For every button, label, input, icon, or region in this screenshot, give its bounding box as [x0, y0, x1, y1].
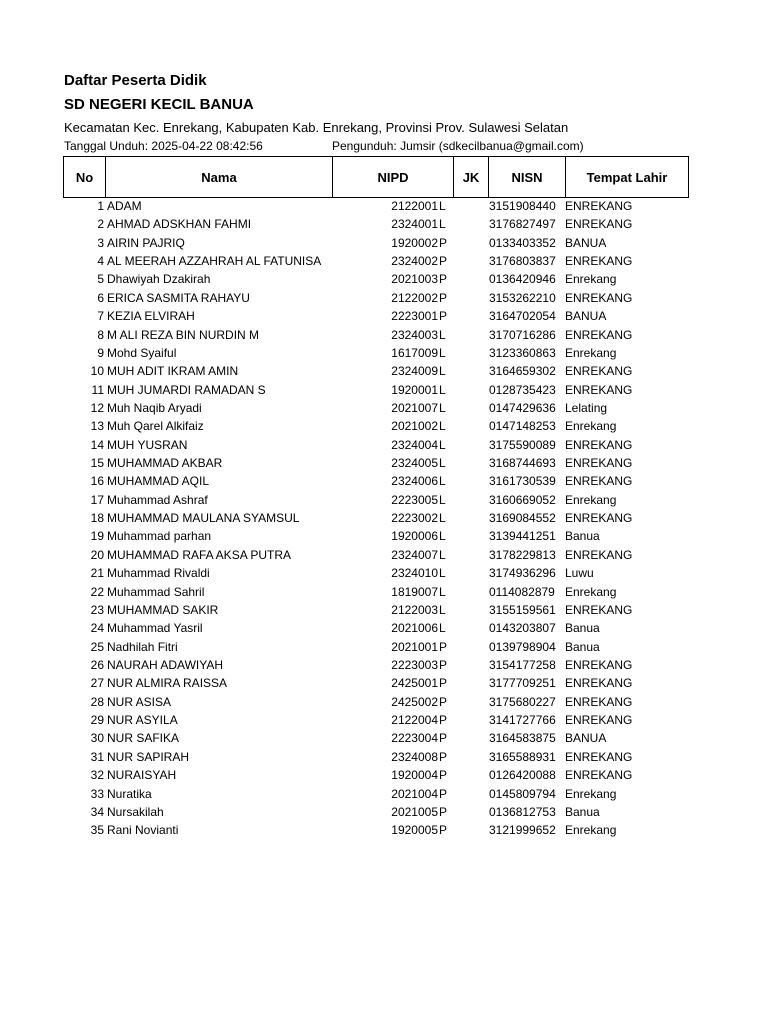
cell-no: 33 [90, 786, 104, 801]
cell-nipd: 2324010 [391, 566, 438, 581]
cell-nisn: 3153262210 [489, 290, 556, 305]
table-row [0, 693, 768, 711]
table-row [0, 821, 768, 839]
cell-jk: L [439, 584, 446, 599]
column-header-nisn: NISN [489, 157, 566, 198]
cell-jk: L [439, 419, 446, 434]
cell-jk: P [439, 823, 448, 838]
cell-nipd: 2223002 [391, 511, 438, 526]
cell-no: 16 [90, 474, 104, 489]
cell-jk: P [439, 272, 448, 287]
cell-nama: Nursakilah [107, 804, 164, 819]
table-row [0, 289, 768, 307]
table-row [0, 399, 768, 417]
table-row [0, 454, 768, 472]
cell-tempat-lahir: ENREKANG [565, 382, 633, 397]
header-row [64, 157, 689, 198]
cell-tempat-lahir: Enrekang [565, 786, 617, 801]
cell-jk: L [439, 437, 446, 452]
cell-no: 4 [97, 254, 104, 269]
cell-jk: P [439, 657, 448, 672]
cell-nama: MUHAMMAD AKBAR [107, 456, 223, 471]
cell-nama: Mohd Syaiful [107, 345, 177, 360]
table-row [0, 417, 768, 435]
cell-jk: L [439, 345, 446, 360]
cell-nama: Rani Novianti [107, 823, 179, 838]
cell-jk: L [439, 217, 446, 232]
table-row [0, 197, 768, 215]
cell-no: 32 [90, 768, 104, 783]
cell-nisn: 3175590089 [489, 437, 556, 452]
cell-no: 26 [90, 657, 104, 672]
table-row [0, 527, 768, 545]
cell-tempat-lahir: Enrekang [565, 823, 617, 838]
cell-jk: P [439, 676, 448, 691]
cell-nipd: 2021002 [391, 419, 438, 434]
cell-nama: Nadhilah Fitri [107, 639, 178, 654]
cell-nisn: 3174936296 [489, 566, 556, 581]
cell-tempat-lahir: Enrekang [565, 272, 617, 287]
cell-nisn: 3139441251 [489, 529, 556, 544]
cell-no: 6 [97, 290, 104, 305]
table-row [0, 748, 768, 766]
document-title: Daftar Peserta Didik [64, 72, 207, 89]
student-list [0, 197, 768, 840]
table-row [0, 252, 768, 270]
cell-tempat-lahir: Enrekang [565, 345, 617, 360]
cell-nama: NAURAH ADAWIYAH [107, 657, 224, 672]
cell-nama: ERICA SASMITA RAHAYU [107, 290, 250, 305]
cell-no: 19 [90, 529, 104, 544]
cell-jk: L [439, 400, 446, 415]
table-row [0, 509, 768, 527]
cell-tempat-lahir: ENREKANG [565, 254, 633, 269]
cell-no: 29 [90, 713, 104, 728]
cell-nisn: 3164702054 [489, 309, 556, 324]
cell-tempat-lahir: ENREKANG [565, 657, 633, 672]
table-row [0, 564, 768, 582]
cell-no: 30 [90, 731, 104, 746]
cell-nipd: 1920006 [391, 529, 438, 544]
cell-nisn: 3151908440 [489, 199, 556, 213]
cell-nisn: 3165588931 [489, 749, 556, 764]
table-row [0, 472, 768, 490]
cell-jk: L [439, 474, 446, 489]
cell-nisn: 3176827497 [489, 217, 556, 232]
school-location: Kecamatan Kec. Enrekang, Kabupaten Kab. Enrekang, Provinsi Prov. Sulawesi Selatan [64, 120, 569, 135]
cell-nisn: 0128735423 [489, 382, 556, 397]
cell-no: 22 [90, 584, 104, 599]
cell-nama: AL MEERAH AZZAHRAH AL FATUNISA [107, 254, 322, 269]
cell-no: 9 [97, 345, 104, 360]
cell-no: 1 [97, 199, 104, 213]
cell-tempat-lahir: ENREKANG [565, 456, 633, 471]
cell-nisn: 3175680227 [489, 694, 556, 709]
cell-nisn: 3164659302 [489, 364, 556, 379]
cell-nisn: 3178229813 [489, 547, 556, 562]
cell-tempat-lahir: ENREKANG [565, 749, 633, 764]
cell-jk: L [439, 566, 446, 581]
cell-nama: NUR SAFIKA [107, 731, 180, 746]
cell-jk: L [439, 492, 446, 507]
cell-no: 25 [90, 639, 104, 654]
cell-nama: Muhammad Ashraf [107, 492, 208, 507]
cell-nisn: 0139798904 [489, 639, 556, 654]
cell-nisn: 3176803837 [489, 254, 556, 269]
cell-nama: AHMAD ADSKHAN FAHMI [107, 217, 252, 232]
cell-tempat-lahir: ENREKANG [565, 694, 633, 709]
cell-nipd: 2021003 [391, 272, 438, 287]
cell-nama: ADAM [107, 199, 142, 213]
cell-jk: P [439, 786, 448, 801]
cell-nama: AIRIN PAJRIQ [107, 235, 185, 250]
cell-no: 15 [90, 456, 104, 471]
cell-nama: MUH ADIT IKRAM AMIN [107, 364, 239, 379]
cell-nipd: 2021007 [391, 400, 438, 415]
cell-nipd: 2324003 [391, 327, 438, 342]
table-row [0, 619, 768, 637]
cell-nisn: 3141727766 [489, 713, 556, 728]
cell-nisn: 0147429636 [489, 400, 556, 415]
table-row [0, 234, 768, 252]
cell-no: 17 [90, 492, 104, 507]
cell-nipd: 1920002 [391, 235, 438, 250]
cell-jk: L [439, 621, 446, 636]
cell-jk: P [439, 804, 448, 819]
cell-tempat-lahir: Banua [565, 621, 600, 636]
table-row [0, 491, 768, 509]
cell-nisn: 3123360863 [489, 345, 556, 360]
cell-tempat-lahir: ENREKANG [565, 602, 633, 617]
cell-nama: MUH YUSRAN [107, 437, 188, 452]
cell-nisn: 3177709251 [489, 676, 556, 691]
column-header-tempat-lahir: Tempat Lahir [566, 157, 689, 198]
table-row [0, 803, 768, 821]
cell-jk: L [439, 529, 446, 544]
cell-nipd: 2223003 [391, 657, 438, 672]
cell-nama: Muhammad Rivaldi [107, 566, 210, 581]
cell-tempat-lahir: Banua [565, 804, 600, 819]
cell-jk: P [439, 731, 448, 746]
cell-nipd: 2324005 [391, 456, 438, 471]
cell-tempat-lahir: ENREKANG [565, 327, 633, 342]
cell-nisn: 0145809794 [489, 786, 556, 801]
cell-no: 27 [90, 676, 104, 691]
cell-no: 3 [97, 235, 104, 250]
column-header-nama: Nama [106, 157, 333, 198]
cell-nama: KEZIA ELVIRAH [107, 309, 195, 324]
table-row [0, 326, 768, 344]
table-row [0, 638, 768, 656]
cell-jk: P [439, 235, 448, 250]
cell-no: 8 [97, 327, 104, 342]
cell-jk: L [439, 382, 446, 397]
cell-nama: Dhawiyah Dzakirah [107, 272, 211, 287]
cell-nama: Muh Qarel Alkifaiz [107, 419, 204, 434]
cell-no: 13 [90, 419, 104, 434]
cell-jk: L [439, 511, 446, 526]
cell-tempat-lahir: ENREKANG [565, 511, 633, 526]
cell-no: 24 [90, 621, 104, 636]
table-row [0, 546, 768, 564]
cell-tempat-lahir: ENREKANG [565, 199, 633, 213]
cell-nisn: 3154177258 [489, 657, 556, 672]
table-row [0, 674, 768, 692]
cell-no: 23 [90, 602, 104, 617]
cell-nisn: 3164583875 [489, 731, 556, 746]
cell-no: 21 [90, 566, 104, 581]
cell-nisn: 0143203807 [489, 621, 556, 636]
cell-nama: NUR ASISA [107, 694, 172, 709]
cell-nipd: 1920004 [391, 768, 438, 783]
cell-tempat-lahir: ENREKANG [565, 547, 633, 562]
cell-jk: P [439, 309, 448, 324]
column-header-jk: JK [454, 157, 489, 198]
cell-jk: L [439, 456, 446, 471]
cell-nisn: 3121999652 [489, 823, 556, 838]
cell-jk: L [439, 602, 446, 617]
cell-no: 12 [90, 400, 104, 415]
school-name: SD NEGERI KECIL BANUA [64, 96, 254, 113]
cell-no: 20 [90, 547, 104, 562]
cell-jk: L [439, 364, 446, 379]
table-row [0, 785, 768, 803]
download-date: Tanggal Unduh: 2025-04-22 08:42:56 [64, 139, 263, 153]
table-row [0, 766, 768, 784]
cell-no: 11 [91, 382, 104, 397]
table-row [0, 270, 768, 288]
cell-tempat-lahir: ENREKANG [565, 437, 633, 452]
cell-nipd: 1920005 [391, 823, 438, 838]
cell-nisn: 3168744693 [489, 456, 556, 471]
cell-nipd: 2324004 [391, 437, 438, 452]
cell-nisn: 0136420946 [489, 272, 556, 287]
cell-no: 34 [90, 804, 104, 819]
cell-nisn: 0147148253 [489, 419, 556, 434]
cell-nipd: 2425002 [391, 694, 438, 709]
cell-no: 7 [97, 309, 104, 324]
cell-jk: P [439, 749, 448, 764]
cell-tempat-lahir: ENREKANG [565, 364, 633, 379]
cell-jk: P [439, 768, 448, 783]
table-row [0, 307, 768, 325]
cell-nipd: 2021006 [391, 621, 438, 636]
cell-nama: Muh Naqib Aryadi [107, 400, 202, 415]
cell-nipd: 2122001 [391, 199, 438, 213]
cell-nipd: 2122002 [391, 290, 438, 305]
cell-jk: L [439, 199, 446, 213]
cell-nisn: 3160669052 [489, 492, 556, 507]
cell-tempat-lahir: Enrekang [565, 419, 617, 434]
cell-nipd: 1819007 [391, 584, 438, 599]
cell-nama: NUR ALMIRA RAISSA [107, 676, 228, 691]
table-row [0, 656, 768, 674]
cell-nipd: 2122003 [391, 602, 438, 617]
cell-nama: Nuratika [107, 786, 152, 801]
cell-nisn: 3170716286 [489, 327, 556, 342]
cell-tempat-lahir: Enrekang [565, 492, 617, 507]
table-row [0, 362, 768, 380]
cell-nipd: 2324007 [391, 547, 438, 562]
table-row [0, 344, 768, 362]
cell-nama: Muhammad Yasril [107, 621, 203, 636]
cell-nipd: 2021001 [391, 639, 438, 654]
cell-nipd: 2223004 [391, 731, 438, 746]
cell-tempat-lahir: Banua [565, 529, 600, 544]
cell-nipd: 2324001 [391, 217, 438, 232]
cell-nipd: 2223001 [391, 309, 438, 324]
cell-tempat-lahir: ENREKANG [565, 713, 633, 728]
table-row [0, 215, 768, 233]
cell-nama: MUHAMMAD SAKIR [107, 602, 219, 617]
table-row [0, 381, 768, 399]
cell-nama: MUH JUMARDI RAMADAN S [107, 382, 266, 397]
cell-nisn: 0114082879 [489, 584, 555, 599]
cell-tempat-lahir: ENREKANG [565, 217, 633, 232]
cell-no: 14 [90, 437, 104, 452]
cell-no: 2 [97, 217, 104, 232]
cell-tempat-lahir: ENREKANG [565, 474, 633, 489]
cell-jk: P [439, 713, 448, 728]
cell-nisn: 0133403352 [489, 235, 556, 250]
cell-nipd: 2223005 [391, 492, 438, 507]
table-row [0, 601, 768, 619]
cell-jk: P [439, 639, 448, 654]
cell-nisn: 3155159561 [489, 602, 556, 617]
cell-nipd: 2324002 [391, 254, 438, 269]
cell-nama: NURAISYAH [107, 768, 177, 783]
cell-nipd: 2324009 [391, 364, 438, 379]
cell-nisn: 0136812753 [489, 804, 556, 819]
cell-tempat-lahir: Enrekang [565, 584, 617, 599]
cell-no: 18 [90, 511, 104, 526]
cell-nisn: 0126420088 [489, 768, 556, 783]
cell-nama: MUHAMMAD MAULANA SYAMSUL [107, 511, 300, 526]
cell-nisn: 3161730539 [489, 474, 556, 489]
cell-nipd: 2122004 [391, 713, 438, 728]
cell-nipd: 2021004 [391, 786, 438, 801]
cell-tempat-lahir: BANUA [565, 309, 607, 324]
cell-nama: Muhammad Sahril [107, 584, 205, 599]
cell-tempat-lahir: Banua [565, 639, 600, 654]
table-row [0, 436, 768, 454]
cell-jk: L [439, 547, 446, 562]
cell-nama: MUHAMMAD RAFA AKSA PUTRA [107, 547, 292, 562]
cell-nipd: 1617009 [391, 345, 438, 360]
cell-jk: L [439, 327, 446, 342]
cell-nipd: 2021005 [391, 804, 438, 819]
cell-tempat-lahir: Luwu [565, 566, 594, 581]
cell-nama: NUR ASYILA [107, 713, 178, 728]
cell-nipd: 2425001 [391, 676, 438, 691]
table-row [0, 711, 768, 729]
cell-tempat-lahir: ENREKANG [565, 768, 633, 783]
cell-no: 5 [97, 272, 104, 287]
cell-tempat-lahir: ENREKANG [565, 290, 633, 305]
cell-nama: MUHAMMAD AQIL [107, 474, 210, 489]
cell-nipd: 1920001 [391, 382, 438, 397]
cell-jk: P [439, 254, 448, 269]
cell-no: 28 [90, 694, 104, 709]
cell-tempat-lahir: BANUA [565, 235, 607, 250]
downloader-info: Pengunduh: Jumsir (sdkecilbanua@gmail.com) [332, 139, 584, 153]
cell-tempat-lahir: ENREKANG [565, 676, 633, 691]
column-header-nipd: NIPD [333, 157, 454, 198]
cell-no: 35 [90, 823, 104, 838]
cell-jk: P [439, 290, 448, 305]
column-header-no: No [64, 157, 106, 198]
cell-no: 31 [90, 749, 104, 764]
cell-nisn: 3169084552 [489, 511, 556, 526]
table-header [63, 156, 689, 198]
cell-nama: M ALI REZA BIN NURDIN M [107, 327, 260, 342]
cell-no: 10 [90, 364, 104, 379]
cell-nama: Muhammad parhan [107, 529, 212, 544]
cell-tempat-lahir: Lelating [565, 400, 608, 415]
table-row [0, 583, 768, 601]
table-row [0, 729, 768, 747]
cell-nipd: 2324006 [391, 474, 438, 489]
cell-jk: P [439, 694, 448, 709]
cell-tempat-lahir: BANUA [565, 731, 607, 746]
cell-nama: NUR SAPIRAH [107, 749, 190, 764]
cell-nipd: 2324008 [391, 749, 438, 764]
